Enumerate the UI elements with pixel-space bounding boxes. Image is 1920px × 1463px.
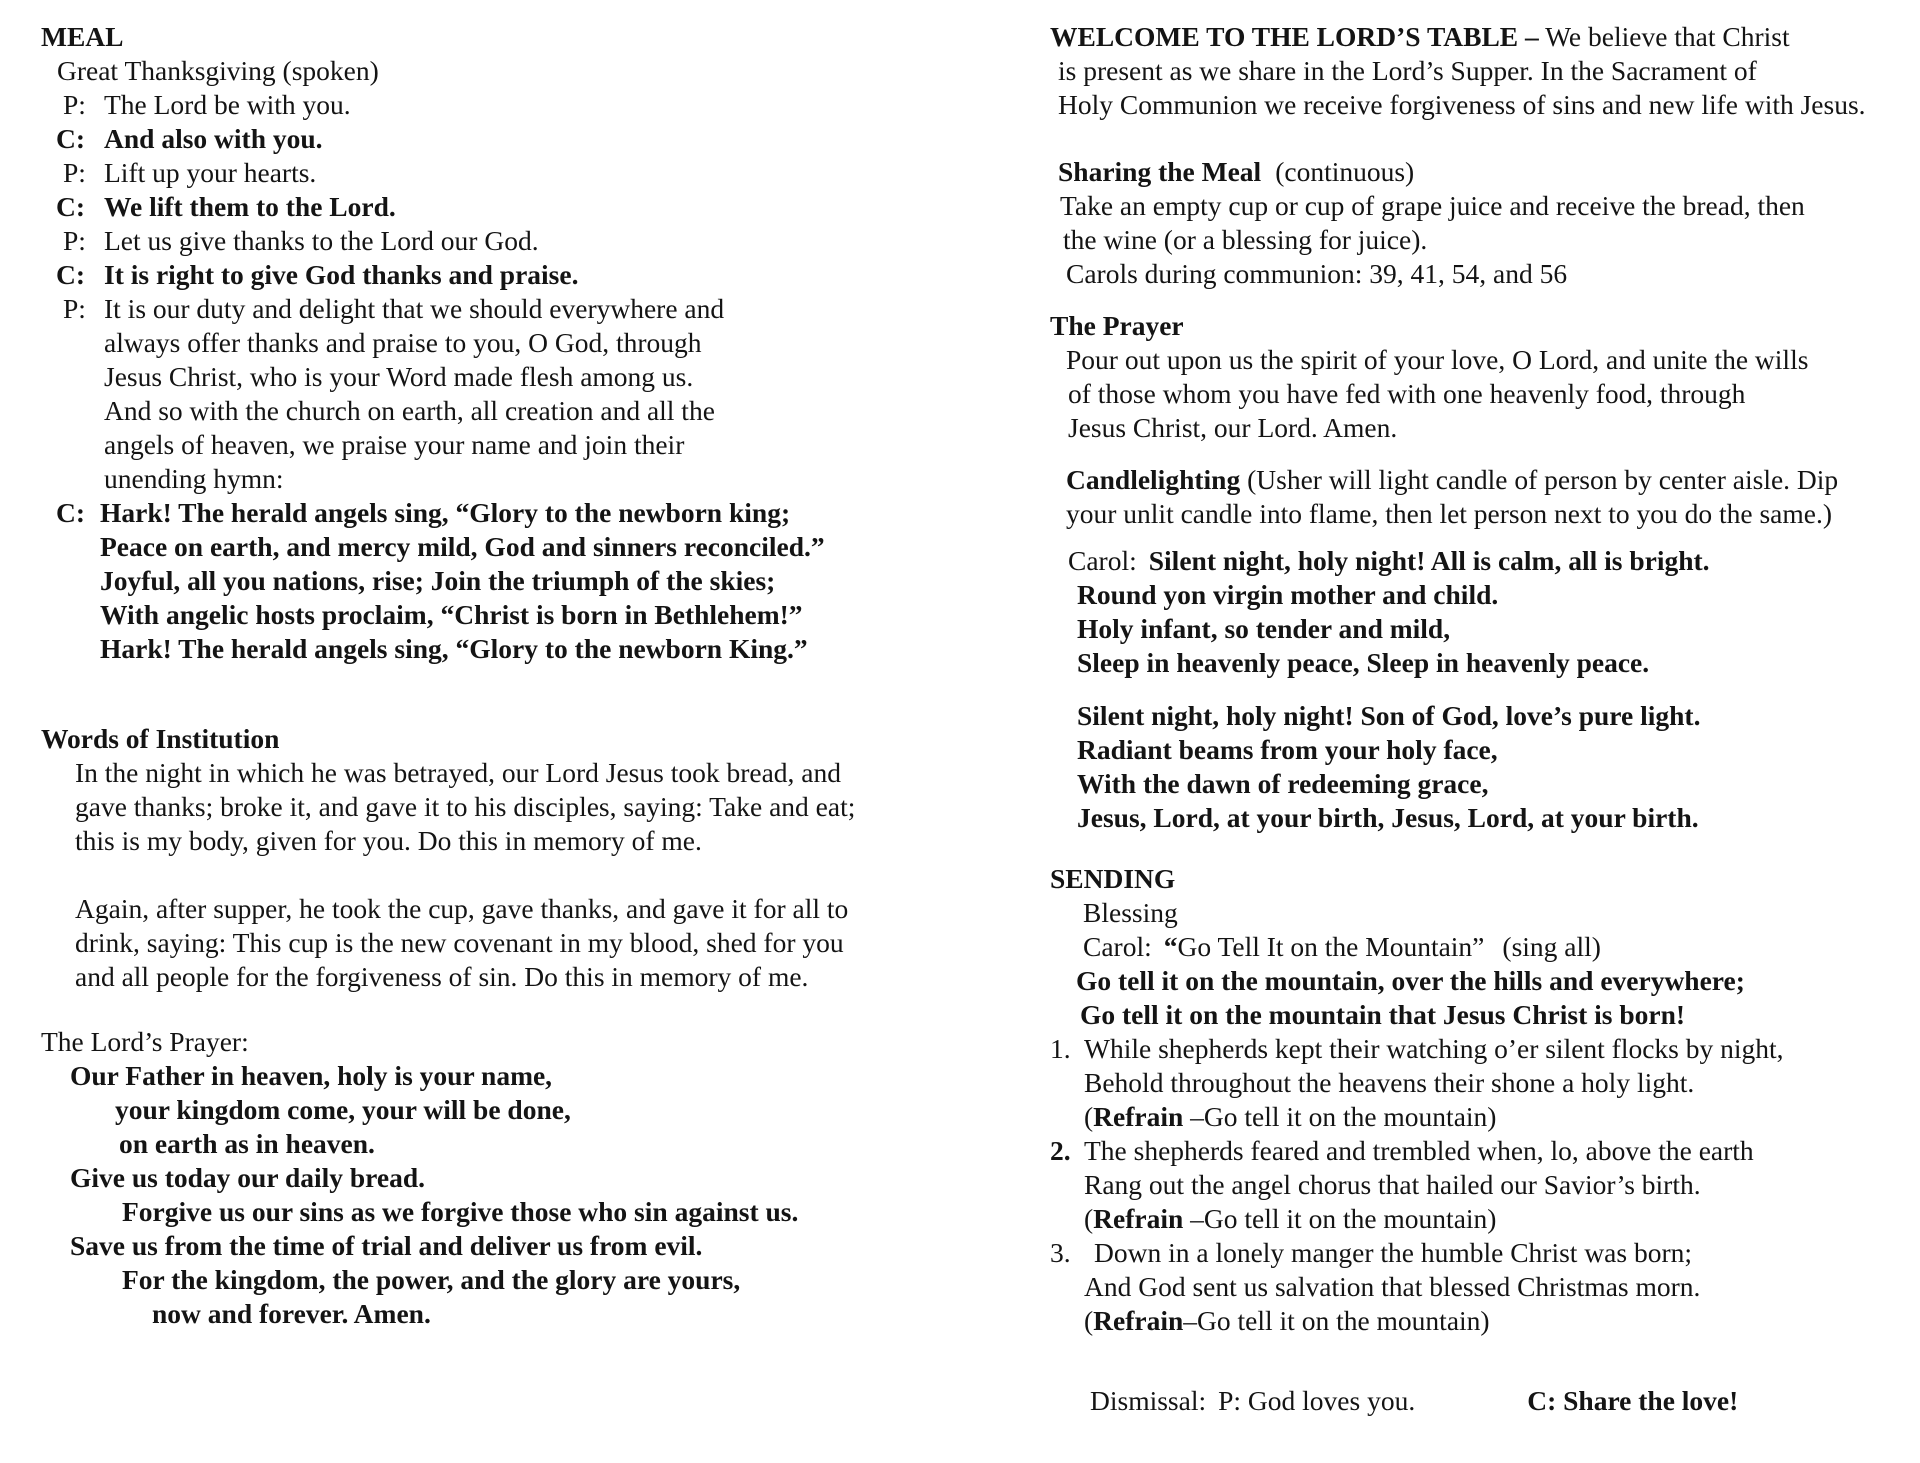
- sing-all-note: (sing all): [1502, 931, 1601, 962]
- sending-heading: SENDING: [1050, 863, 1176, 894]
- verse-number: 1.: [1050, 1033, 1071, 1064]
- lords-prayer-line: on earth as in heaven.: [119, 1128, 375, 1159]
- prayer-line: Pour out upon us the spirit of your love, O Lord, and unite the wills: [1066, 344, 1809, 375]
- liturgy-text: The Lord be with you.: [104, 89, 351, 120]
- silent-night-verse-1: [1050, 544, 1910, 680]
- carol-line: Radiant beams from your holy face,: [1077, 734, 1498, 765]
- verse-text: Down in a lonely manger the humble Christ was born;: [1094, 1237, 1693, 1268]
- lords-prayer-line: For the kingdom, the power, and the glory are yours,: [122, 1264, 741, 1295]
- candlelighting-heading: Candlelighting: [1066, 464, 1241, 495]
- dismissal-line: [1050, 1384, 1910, 1418]
- speaker-label: C:: [56, 191, 86, 222]
- preface-line: And so with the church on earth, all creation and all the: [104, 395, 715, 426]
- verse-line: [1050, 1134, 1910, 1168]
- welcome-section: [1050, 20, 1910, 122]
- refrain-word: Refrain: [1093, 1305, 1184, 1336]
- carol-line: Silent night, holy night! Son of God, love’s pure light.: [1077, 700, 1701, 731]
- carol-label: Carol:: [1068, 545, 1137, 576]
- paren: (: [1084, 1305, 1094, 1336]
- candlelighting-section: [1050, 463, 1910, 531]
- words-of-institution-section: [41, 722, 961, 994]
- dismissal-label: Dismissal:: [1090, 1385, 1207, 1416]
- speaker-label: C:: [56, 123, 86, 154]
- left-column: [41, 20, 961, 1331]
- candlelighting-text: (Usher will light candle of person by center aisle. Dip: [1247, 464, 1839, 495]
- lords-prayer-section: [41, 1025, 961, 1331]
- candlelighting-heading-line: [1050, 463, 1910, 497]
- verse-line: [1050, 1236, 1910, 1270]
- lords-prayer-line: Give us today our daily bread.: [70, 1162, 426, 1193]
- open-quote: “: [1163, 931, 1178, 962]
- carol-line: Round yon virgin mother and child.: [1077, 579, 1499, 610]
- refrain-rest: –Go tell it on the mountain): [1183, 1203, 1497, 1234]
- sharing-note: (continuous): [1275, 156, 1415, 187]
- carol-line: With the dawn of redeeming grace,: [1077, 768, 1489, 799]
- hymn-line: Hark! The herald angels sing, “Glory to the newborn King.”: [100, 633, 808, 664]
- the-prayer-section: [1050, 309, 1910, 445]
- liturgy-text: Let us give thanks to the Lord our God.: [104, 225, 539, 256]
- preface-line: angels of heaven, we praise your name and join their: [104, 429, 685, 460]
- institution-line: drink, saying: This cup is the new covenant in my blood, shed for you: [75, 927, 844, 958]
- verse-text: The shepherds feared and trembled when, lo, above the earth: [1084, 1135, 1754, 1166]
- welcome-line: Holy Communion we receive forgiveness of sins and new life with Jesus.: [1058, 89, 1866, 120]
- the-prayer-heading: The Prayer: [1050, 310, 1184, 341]
- preface-text: It is our duty and delight that we should everywhere and: [104, 293, 725, 324]
- liturgy-text: It is right to give God thanks and praise.: [104, 259, 579, 290]
- institution-line: this is my body, given for you. Do this in memory of me.: [75, 825, 702, 856]
- carol-line: Sleep in heavenly peace, Sleep in heavenly peace.: [1077, 647, 1650, 678]
- carol-text: Silent night, holy night! All is calm, all is bright.: [1148, 545, 1710, 576]
- carol-label: Carol:: [1083, 931, 1152, 962]
- speaker-label: P:: [63, 89, 86, 120]
- great-thanksgiving-subheading: Great Thanksgiving (spoken): [57, 55, 379, 86]
- liturgy-text: And also with you.: [104, 123, 323, 154]
- sharing-heading-line: [1050, 155, 1910, 189]
- lords-prayer-line: Our Father in heaven, holy is your name,: [70, 1060, 553, 1091]
- welcome-text: We believe that Christ: [1545, 21, 1790, 52]
- carol-line: Jesus, Lord, at your birth, Jesus, Lord, at your birth.: [1077, 802, 1699, 833]
- liturgy-line: [41, 258, 961, 292]
- refrain-line: Go tell it on the mountain that Jesus Christ is born!: [1080, 999, 1686, 1030]
- welcome-heading-line: [1050, 20, 1910, 54]
- preface-line: Jesus Christ, who is your Word made flesh among us.: [104, 361, 694, 392]
- institution-line: and all people for the forgiveness of sin. Do this in memory of me.: [75, 961, 809, 992]
- lords-prayer-line: now and forever. Amen.: [152, 1298, 431, 1329]
- liturgy-line: [41, 122, 961, 156]
- liturgy-line: [41, 156, 961, 190]
- sharing-line: Carols during communion: 39, 41, 54, and 56: [1066, 258, 1568, 289]
- sending-section: [1050, 862, 1910, 1338]
- prayer-line: Jesus Christ, our Lord. Amen.: [1068, 412, 1398, 443]
- refrain-word: Refrain: [1093, 1203, 1184, 1234]
- dismissal-congregation: C: Share the love!: [1527, 1385, 1739, 1416]
- hymn-text: Hark! The herald angels sing, “Glory to the newborn king;: [100, 497, 791, 528]
- lords-prayer-line: Save us from the time of trial and deliver us from evil.: [70, 1230, 703, 1261]
- sharing-line: Take an empty cup or cup of grape juice and receive the bread, then: [1060, 190, 1805, 221]
- hymn-line: Peace on earth, and mercy mild, God and sinners reconciled.”: [100, 531, 825, 562]
- speaker-label: C:: [56, 497, 86, 528]
- welcome-line: is present as we share in the Lord’s Supper. In the Sacrament of: [1058, 55, 1757, 86]
- liturgy-text: We lift them to the Lord.: [104, 191, 396, 222]
- lords-prayer-heading: The Lord’s Prayer:: [41, 1026, 249, 1057]
- words-of-institution-heading: Words of Institution: [41, 723, 280, 754]
- preface-line: [41, 292, 961, 326]
- speaker-label: P:: [63, 293, 86, 324]
- refrain-word: Refrain: [1093, 1101, 1184, 1132]
- verse-number: 2.: [1050, 1135, 1071, 1166]
- speaker-label: C:: [56, 259, 86, 290]
- verse-text: While shepherds kept their watching o’er silent flocks by night,: [1084, 1033, 1784, 1064]
- verse-line: And God sent us salvation that blessed Christmas morn.: [1084, 1271, 1701, 1302]
- refrain-rest: –Go tell it on the mountain): [1183, 1101, 1497, 1132]
- dismissal-pastor: P: God loves you.: [1218, 1385, 1416, 1416]
- institution-paragraph-2: [41, 892, 961, 994]
- meal-heading: MEAL: [41, 21, 124, 52]
- liturgy-line: [41, 190, 961, 224]
- refrain-note-line: [1050, 1202, 1910, 1236]
- lords-prayer-line: Forgive us our sins as we forgive those who sin against us.: [122, 1196, 799, 1227]
- carol-title: Go Tell It on the Mountain”: [1177, 931, 1485, 962]
- sharing-the-meal-section: [1050, 155, 1910, 291]
- hymn-line: [41, 496, 961, 530]
- liturgy-line: [41, 88, 961, 122]
- sharing-heading: Sharing the Meal: [1058, 156, 1262, 187]
- candlelighting-line: your unlit candle into flame, then let person next to you do the same.): [1066, 498, 1832, 529]
- meal-section: [41, 20, 961, 666]
- verse-number: 3.: [1050, 1237, 1071, 1268]
- paren: (: [1084, 1101, 1094, 1132]
- verse-line: Rang out the angel chorus that hailed our Savior’s birth.: [1084, 1169, 1701, 1200]
- refrain-rest: –Go tell it on the mountain): [1183, 1305, 1490, 1336]
- liturgy-text: Lift up your hearts.: [104, 157, 317, 188]
- sharing-line: the wine (or a blessing for juice).: [1063, 224, 1428, 255]
- verse-line: [1050, 1032, 1910, 1066]
- welcome-heading: WELCOME TO THE LORD’S TABLE –: [1050, 21, 1539, 52]
- institution-line: Again, after supper, he took the cup, gave thanks, and gave it for all to: [75, 893, 849, 924]
- blessing-line: Blessing: [1083, 897, 1178, 928]
- verse-line: Behold throughout the heavens their shone a holy light.: [1084, 1067, 1695, 1098]
- speaker-label: P:: [63, 225, 86, 256]
- hymn-line: Joyful, all you nations, rise; Join the triumph of the skies;: [100, 565, 776, 596]
- sending-carol-line: [1050, 930, 1910, 964]
- speaker-label: P:: [63, 157, 86, 188]
- prayer-line: of those whom you have fed with one heavenly food, through: [1068, 378, 1746, 409]
- preface-line: unending hymn:: [104, 463, 284, 494]
- institution-line: In the night in which he was betrayed, our Lord Jesus took bread, and: [75, 757, 841, 788]
- carol-line: Holy infant, so tender and mild,: [1077, 613, 1451, 644]
- institution-line: gave thanks; broke it, and gave it to his disciples, saying: Take and eat;: [75, 791, 856, 822]
- refrain-note-line: [1050, 1100, 1910, 1134]
- preface-line: always offer thanks and praise to you, O God, through: [104, 327, 702, 358]
- right-column: [1050, 20, 1910, 1418]
- liturgy-line: [41, 224, 961, 258]
- silent-night-verse-2: [1050, 699, 1910, 835]
- refrain-note-line: [1050, 1304, 1910, 1338]
- refrain-line: Go tell it on the mountain, over the hills and everywhere;: [1076, 965, 1745, 996]
- lords-prayer-line: your kingdom come, your will be done,: [115, 1094, 571, 1125]
- carol-label-line: [1050, 544, 1910, 578]
- hymn-line: With angelic hosts proclaim, “Christ is born in Bethlehem!”: [100, 599, 803, 630]
- paren: (: [1084, 1203, 1094, 1234]
